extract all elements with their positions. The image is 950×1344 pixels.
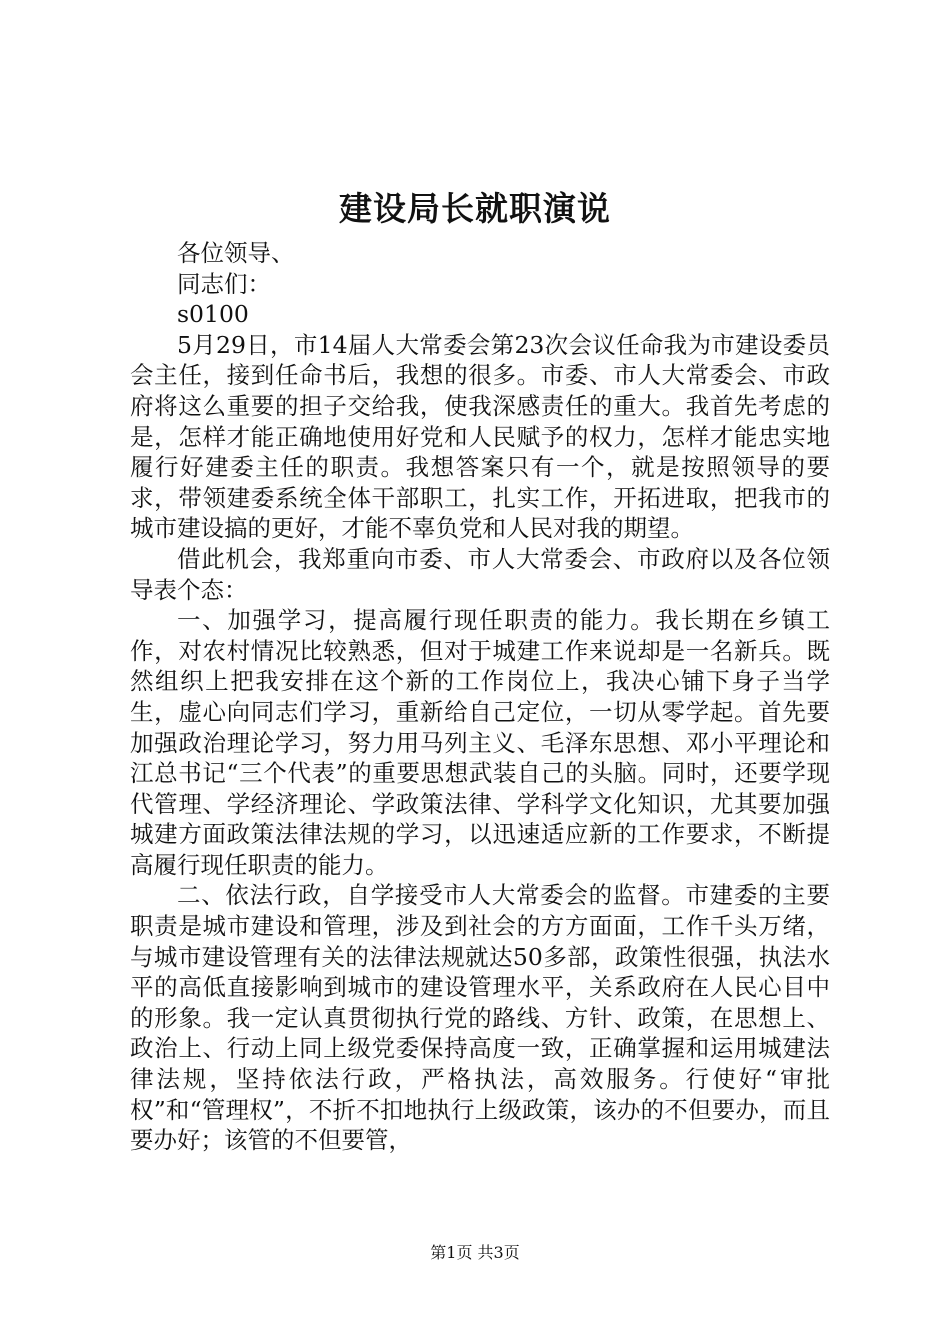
paragraph-point-one: 一、加强学习，提高履行现任职责的能力。我长期在乡镇工作，对农村情况比较熟悉，但对于城建工作来说却是一名新兵。既然组织上把我安排在这个新的工作岗位上，我决心铺下身子当学生，虚心向同志们学习，重新给自己定位，一切从零学起。首先要加强政治理论学习，努力用马列主义、毛泽东思想、邓小平理论和江总书记“三个代表”的重要思想武装自己的头脑。同时，还要学现代管理、学经济理论、学政策法律、学科学文化知识，尤其要加强城建方面政策法律法规的学习，以迅速适应新的工作要求，不断提高履行现任职责的能力。 — [130, 606, 830, 879]
salutation-leaders: 各位领导、 — [177, 239, 295, 267]
paragraph-statement: 借此机会，我郑重向市委、市人大常委会、市政府以及各位领导表个态： — [130, 544, 830, 604]
paragraph-appointment: 5月29日，市14届人大常委会第23次会议任命我为市建设委员会主任，接到任命书后，我想的很多。市委、市人大常委会、市政府将这么重要的担子交给我，使我深感责任的重大。我首先考虑的是，怎样才能正确地使用好党和人民赋予的权力，怎样才能忠实地履行好建委主任的职责。我想答案只有一个，就是按照领导的要求，带领建委系统全体干部职工，扎实工作，开拓进取，把我市的城市建设搞的更好，才能不辜负党和人民对我的期望。 — [130, 330, 830, 543]
salutation-comrades: 同志们： — [177, 269, 271, 298]
document-code: s0100 — [177, 300, 249, 329]
page-footer: 第1页 共3页 — [430, 1243, 520, 1262]
paragraph-point-two: 二、依法行政，自学接受市人大常委会的监督。市建委的主要职责是城市建设和管理，涉及到社会的方方面面，工作千头万绪，与城市建设管理有关的法律法规就达50多部，政策性很强，执法水平的高低直接影响到城市的建设管理水平，关系政府在人民心目中的形象。我一定认真贯彻执行党的路线、方针、政策，在思想上、政治上、行动上同上级党委保持高度一致，正确掌握和运用城建法律法规，坚持依法行政，严格执法，高效服务。行使好“审批权”和“管理权”，不折不扣地执行上级政策，该办的不但要办，而且要办好；该管的不但要管， — [130, 881, 830, 1155]
document-body — [130, 238, 830, 1156]
document-title: 建设局长就职演说 — [339, 189, 611, 228]
